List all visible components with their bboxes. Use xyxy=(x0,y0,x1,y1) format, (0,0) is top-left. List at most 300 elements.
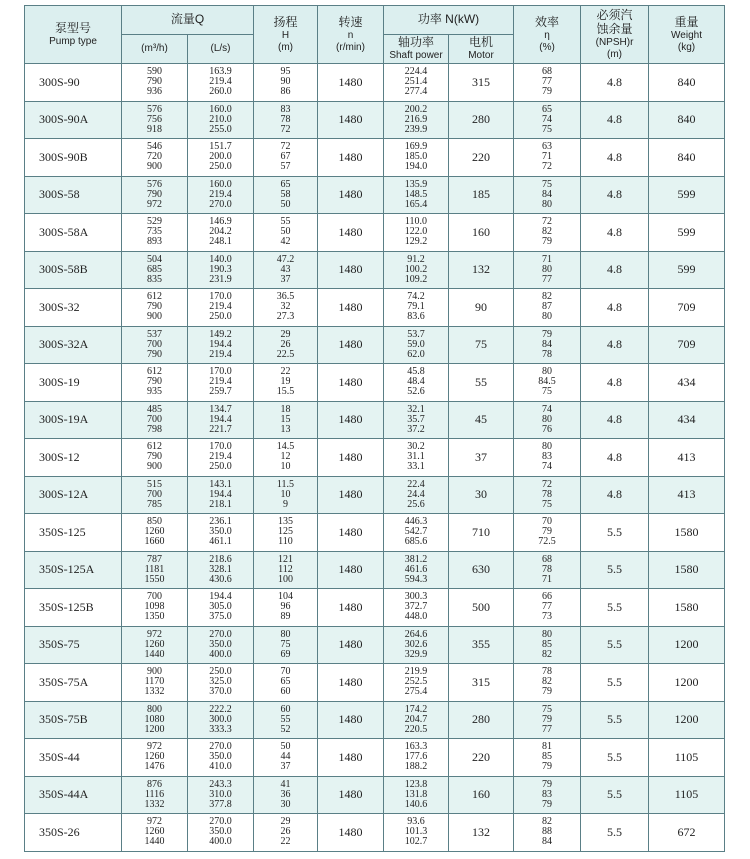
cell-shaft-power-value: 165.4 xyxy=(404,198,428,210)
cell-model: 300S-32 xyxy=(25,289,122,327)
header-motor-cn: 电机 xyxy=(469,35,494,49)
cell-head-value: 32 xyxy=(280,301,291,313)
cell-flow-ls xyxy=(188,739,254,777)
cell-head xyxy=(254,626,318,664)
cell-weight: 413 xyxy=(649,439,725,477)
cell-flow-m3h-value: 935 xyxy=(147,386,162,398)
cell-shaft-power xyxy=(384,439,449,477)
cell-efficiency xyxy=(514,401,581,439)
header-npsh-unit: (m) xyxy=(607,48,623,60)
cell-head-value: 22.5 xyxy=(276,348,295,360)
cell-speed: 1480 xyxy=(318,814,384,852)
cell-flow-ls xyxy=(188,476,254,514)
cell-head-value: 67 xyxy=(280,151,291,163)
cell-head-value: 13 xyxy=(280,423,291,435)
cell-shaft-power-value: 594.3 xyxy=(404,573,428,585)
table-row xyxy=(25,251,725,289)
table-row xyxy=(25,589,725,627)
cell-flow-m3h xyxy=(122,626,188,664)
cell-efficiency xyxy=(514,476,581,514)
cell-flow-ls-value: 219.4 xyxy=(209,376,232,388)
cell-flow-ls-value: 259.7 xyxy=(209,386,232,398)
cell-shaft-power-value: 25.6 xyxy=(407,498,425,510)
cell-flow-ls xyxy=(188,176,254,214)
cell-flow-m3h-value: 1080 xyxy=(144,713,165,725)
cell-flow-m3h-value: 612 xyxy=(147,441,162,453)
cell-efficiency-value: 84.5 xyxy=(538,376,556,388)
cell-flow-m3h xyxy=(122,101,188,139)
cell-flow-ls xyxy=(188,401,254,439)
cell-shaft-power xyxy=(384,814,449,852)
cell-shaft-power xyxy=(384,626,449,664)
cell-flow-m3h xyxy=(122,401,188,439)
cell-flow-m3h xyxy=(122,476,188,514)
cell-shaft-power-value: 35.7 xyxy=(407,413,425,425)
cell-flow-m3h-value: 576 xyxy=(147,103,162,115)
cell-weight: 1580 xyxy=(649,551,725,589)
cell-shaft-power-value: 169.9 xyxy=(404,141,428,153)
cell-shaft-power-value: 224.4 xyxy=(404,66,428,78)
cell-flow-m3h-value: 1332 xyxy=(144,686,165,698)
cell-npsh: 5.5 xyxy=(581,701,649,739)
cell-flow-ls xyxy=(188,364,254,402)
cell-npsh: 5.5 xyxy=(581,514,649,552)
cell-flow-m3h-value: 1181 xyxy=(144,563,165,575)
cell-flow-m3h-value: 900 xyxy=(147,161,162,173)
header-power xyxy=(384,6,514,35)
cell-efficiency-value: 79 xyxy=(542,86,553,98)
table-row xyxy=(25,439,725,477)
cell-head-value: 125 xyxy=(278,526,293,538)
cell-flow-ls xyxy=(188,776,254,814)
cell-shaft-power-value: 52.6 xyxy=(407,386,425,398)
cell-head-value: 12 xyxy=(280,451,291,463)
cell-speed: 1480 xyxy=(318,101,384,139)
table-row xyxy=(25,626,725,664)
cell-weight: 840 xyxy=(649,101,725,139)
cell-shaft-power-value: 31.1 xyxy=(407,451,425,463)
cell-efficiency-value: 75 xyxy=(542,498,553,510)
cell-head-value: 19 xyxy=(280,376,291,388)
cell-model: 300S-12 xyxy=(25,439,122,477)
cell-shaft-power-value: 300.3 xyxy=(404,591,428,603)
cell-head xyxy=(254,326,318,364)
header-weight xyxy=(649,6,725,64)
cell-shaft-power-value: 122.0 xyxy=(404,226,428,238)
cell-efficiency xyxy=(514,776,581,814)
cell-flow-ls-value: 461.1 xyxy=(209,536,232,548)
cell-motor: 37 xyxy=(449,439,514,477)
cell-flow-ls-value: 143.1 xyxy=(209,478,232,490)
cell-flow-ls-value: 194.4 xyxy=(209,413,232,425)
cell-motor: 30 xyxy=(449,476,514,514)
cell-flow-m3h-value: 1098 xyxy=(144,601,165,613)
cell-flow-ls-value: 236.1 xyxy=(209,516,232,528)
cell-flow-ls-value: 270.0 xyxy=(209,628,232,640)
cell-efficiency-value: 71 xyxy=(542,253,553,265)
cell-speed: 1480 xyxy=(318,139,384,177)
cell-flow-ls-value: 170.0 xyxy=(209,441,232,453)
cell-speed: 1480 xyxy=(318,251,384,289)
cell-efficiency xyxy=(514,514,581,552)
cell-head xyxy=(254,551,318,589)
cell-shaft-power-value: 123.8 xyxy=(404,778,428,790)
cell-flow-ls-value: 149.2 xyxy=(209,328,232,340)
cell-efficiency-value: 77 xyxy=(542,273,553,285)
cell-efficiency-value: 75 xyxy=(542,703,553,715)
cell-efficiency xyxy=(514,626,581,664)
cell-head-value: 65 xyxy=(280,178,291,190)
cell-npsh: 5.5 xyxy=(581,739,649,777)
cell-flow-ls-value: 325.0 xyxy=(209,676,232,688)
cell-head-value: 44 xyxy=(280,751,291,763)
cell-flow-ls-value: 134.7 xyxy=(209,403,232,415)
cell-head-value: 55 xyxy=(280,216,291,228)
cell-flow-m3h-value: 1260 xyxy=(144,826,165,838)
cell-model: 300S-90A xyxy=(25,101,122,139)
cell-flow-ls-value: 400.0 xyxy=(209,836,232,848)
header-model-en: Pump type xyxy=(49,35,97,47)
table-row xyxy=(25,739,725,777)
cell-head-value: 100 xyxy=(278,573,293,585)
cell-head-value: 90 xyxy=(280,76,291,88)
cell-shaft-power-value: 251.4 xyxy=(404,76,428,88)
cell-efficiency-value: 63 xyxy=(542,141,553,153)
cell-motor: 160 xyxy=(449,776,514,814)
cell-head-value: 60 xyxy=(280,703,291,715)
cell-speed: 1480 xyxy=(318,626,384,664)
cell-motor: 630 xyxy=(449,551,514,589)
cell-head-value: 80 xyxy=(280,628,291,640)
cell-flow-ls xyxy=(188,589,254,627)
cell-efficiency-value: 79 xyxy=(542,526,553,538)
cell-flow-ls-value: 270.0 xyxy=(209,816,232,828)
cell-head-value: 36 xyxy=(280,788,291,800)
cell-weight: 1105 xyxy=(649,776,725,814)
cell-shaft-power-value: 59.0 xyxy=(407,338,425,350)
cell-efficiency-value: 77 xyxy=(542,601,553,613)
cell-weight: 1105 xyxy=(649,739,725,777)
cell-flow-ls-value: 218.6 xyxy=(209,553,232,565)
cell-npsh: 4.8 xyxy=(581,364,649,402)
cell-head xyxy=(254,701,318,739)
cell-model: 300S-90 xyxy=(25,64,122,102)
cell-model: 300S-58B xyxy=(25,251,122,289)
cell-efficiency-value: 80 xyxy=(542,263,553,275)
cell-shaft-power-value: 194.0 xyxy=(404,161,428,173)
cell-flow-ls-value: 350.0 xyxy=(209,526,232,538)
cell-head-value: 112 xyxy=(278,563,293,575)
cell-shaft-power xyxy=(384,214,449,252)
cell-head xyxy=(254,439,318,477)
table-row xyxy=(25,289,725,327)
cell-flow-ls-value: 219.4 xyxy=(209,451,232,463)
cell-flow-m3h-value: 1660 xyxy=(144,536,165,548)
cell-shaft-power-value: 45.8 xyxy=(407,366,425,378)
header-efficiency xyxy=(514,6,581,64)
header-weight-en: Weight xyxy=(671,29,702,41)
cell-motor: 132 xyxy=(449,814,514,852)
cell-shaft-power-value: 542.7 xyxy=(404,526,428,538)
cell-weight: 434 xyxy=(649,364,725,402)
cell-flow-m3h-value: 972 xyxy=(147,628,162,640)
cell-shaft-power xyxy=(384,251,449,289)
header-motor-en: Motor xyxy=(468,50,494,61)
cell-efficiency xyxy=(514,176,581,214)
cell-shaft-power xyxy=(384,101,449,139)
cell-flow-ls-value: 190.3 xyxy=(209,263,232,275)
cell-flow-m3h-value: 972 xyxy=(147,198,162,210)
table-row xyxy=(25,476,725,514)
cell-flow-ls-value: 333.3 xyxy=(209,723,232,735)
cell-head-value: 96 xyxy=(280,601,291,613)
header-flow-m3h: (m³/h) xyxy=(122,35,188,64)
cell-shaft-power-value: 204.7 xyxy=(404,713,428,725)
cell-head xyxy=(254,776,318,814)
cell-head-value: 70 xyxy=(280,666,291,678)
cell-flow-ls-value: 151.7 xyxy=(209,141,232,153)
cell-head-value: 65 xyxy=(280,676,291,688)
table-row xyxy=(25,776,725,814)
cell-flow-ls-value: 400.0 xyxy=(209,648,232,660)
cell-flow-ls-value: 170.0 xyxy=(209,291,232,303)
cell-weight: 413 xyxy=(649,476,725,514)
cell-flow-ls-value: 194.4 xyxy=(209,488,232,500)
cell-head xyxy=(254,589,318,627)
header-shaft-power xyxy=(384,35,449,64)
cell-npsh: 4.8 xyxy=(581,439,649,477)
cell-flow-ls xyxy=(188,701,254,739)
cell-shaft-power xyxy=(384,551,449,589)
cell-head-value: 26 xyxy=(280,338,291,350)
cell-head-value: 11.5 xyxy=(276,478,295,490)
table-row xyxy=(25,401,725,439)
header-head-unit: (m) xyxy=(278,41,293,53)
cell-head-value: 36.5 xyxy=(276,291,295,303)
cell-head-value: 57 xyxy=(280,161,291,173)
cell-shaft-power-value: 83.6 xyxy=(407,311,425,323)
cell-head-value: 86 xyxy=(280,86,291,98)
header-head-cn: 扬程 xyxy=(273,14,298,29)
cell-flow-ls xyxy=(188,101,254,139)
cell-flow-m3h xyxy=(122,664,188,702)
cell-npsh: 4.8 xyxy=(581,64,649,102)
cell-shaft-power-value: 93.6 xyxy=(407,816,425,828)
cell-flow-ls-value: 255.0 xyxy=(209,123,232,135)
cell-model: 350S-125B xyxy=(25,589,122,627)
cell-efficiency-value: 72 xyxy=(542,161,553,173)
header-weight-cn: 重量 xyxy=(674,14,699,29)
cell-efficiency-value: 76 xyxy=(542,423,553,435)
cell-flow-m3h-value: 785 xyxy=(147,498,162,510)
cell-efficiency-value: 82 xyxy=(542,816,553,828)
cell-shaft-power-value: 140.6 xyxy=(404,798,428,810)
cell-shaft-power xyxy=(384,326,449,364)
header-power-label: 功率 N(kW) xyxy=(417,12,480,26)
cell-flow-m3h xyxy=(122,139,188,177)
cell-efficiency xyxy=(514,326,581,364)
cell-head-value: 95 xyxy=(280,66,291,78)
table-row xyxy=(25,176,725,214)
cell-flow-m3h-value: 850 xyxy=(147,516,162,528)
cell-flow-ls xyxy=(188,551,254,589)
cell-model: 300S-58 xyxy=(25,176,122,214)
cell-efficiency-value: 84 xyxy=(542,338,553,350)
header-flow xyxy=(122,6,254,35)
cell-npsh: 4.8 xyxy=(581,251,649,289)
cell-motor: 220 xyxy=(449,139,514,177)
cell-efficiency xyxy=(514,589,581,627)
cell-npsh: 4.8 xyxy=(581,326,649,364)
cell-flow-ls-value: 305.0 xyxy=(209,601,232,613)
cell-flow-ls xyxy=(188,64,254,102)
cell-flow-m3h-value: 700 xyxy=(147,591,162,603)
cell-flow-m3h-value: 1260 xyxy=(144,638,165,650)
cell-motor: 710 xyxy=(449,514,514,552)
cell-flow-ls-value: 300.0 xyxy=(209,713,232,725)
cell-model: 350S-44A xyxy=(25,776,122,814)
cell-flow-m3h xyxy=(122,814,188,852)
cell-motor: 185 xyxy=(449,176,514,214)
cell-shaft-power xyxy=(384,776,449,814)
cell-efficiency-value: 80 xyxy=(542,441,553,453)
cell-flow-ls xyxy=(188,626,254,664)
cell-efficiency-value: 80 xyxy=(542,311,553,323)
cell-shaft-power-value: 685.6 xyxy=(404,536,428,548)
cell-flow-m3h-value: 800 xyxy=(147,703,162,715)
cell-efficiency-value: 79 xyxy=(542,713,553,725)
cell-weight: 709 xyxy=(649,289,725,327)
cell-weight: 672 xyxy=(649,814,725,852)
table-row xyxy=(25,139,725,177)
cell-efficiency-value: 82 xyxy=(542,291,553,303)
cell-flow-ls-value: 219.4 xyxy=(209,76,232,88)
cell-head xyxy=(254,364,318,402)
cell-efficiency-value: 79 xyxy=(542,778,553,790)
cell-shaft-power-value: 30.2 xyxy=(407,441,425,453)
cell-shaft-power xyxy=(384,176,449,214)
cell-speed: 1480 xyxy=(318,289,384,327)
header-weight-unit: (kg) xyxy=(677,41,696,53)
cell-efficiency-value: 74 xyxy=(542,113,553,125)
cell-head-value: 15.5 xyxy=(276,386,295,398)
cell-shaft-power xyxy=(384,701,449,739)
cell-shaft-power-value: 79.1 xyxy=(407,301,425,313)
cell-motor: 160 xyxy=(449,214,514,252)
header-flow-label: 流量Q xyxy=(170,12,205,26)
header-eff-unit: (%) xyxy=(539,41,555,53)
cell-shaft-power-value: 37.2 xyxy=(407,423,425,435)
cell-flow-m3h-value: 515 xyxy=(147,478,162,490)
cell-flow-ls-value: 140.0 xyxy=(209,253,232,265)
cell-flow-ls-value: 377.8 xyxy=(209,798,232,810)
cell-shaft-power-value: 22.4 xyxy=(407,478,425,490)
cell-motor: 280 xyxy=(449,101,514,139)
cell-efficiency-value: 78 xyxy=(542,348,553,360)
cell-head-value: 14.5 xyxy=(276,441,295,453)
cell-efficiency xyxy=(514,101,581,139)
cell-motor: 500 xyxy=(449,589,514,627)
cell-shaft-power-value: 185.0 xyxy=(404,151,428,163)
cell-flow-ls xyxy=(188,326,254,364)
cell-model: 300S-58A xyxy=(25,214,122,252)
cell-flow-m3h xyxy=(122,251,188,289)
cell-efficiency xyxy=(514,64,581,102)
cell-head-value: 37 xyxy=(280,273,291,285)
cell-weight: 434 xyxy=(649,401,725,439)
cell-shaft-power-value: 129.2 xyxy=(404,236,428,248)
cell-flow-m3h-value: 1332 xyxy=(144,798,165,810)
cell-flow-ls-value: 170.0 xyxy=(209,366,232,378)
cell-head-value: 52 xyxy=(280,723,291,735)
cell-model: 350S-44 xyxy=(25,739,122,777)
cell-efficiency xyxy=(514,214,581,252)
cell-efficiency-value: 72 xyxy=(542,216,553,228)
cell-flow-m3h-value: 790 xyxy=(147,451,162,463)
cell-shaft-power xyxy=(384,514,449,552)
cell-shaft-power xyxy=(384,476,449,514)
header-motor xyxy=(449,35,514,64)
cell-flow-m3h xyxy=(122,739,188,777)
cell-shaft-power xyxy=(384,364,449,402)
cell-flow-ls-value: 219.4 xyxy=(209,301,232,313)
header-shaft-en: Shaft power xyxy=(389,50,443,61)
cell-speed: 1480 xyxy=(318,476,384,514)
cell-shaft-power-value: 24.4 xyxy=(407,488,425,500)
cell-model: 350S-75 xyxy=(25,626,122,664)
cell-head xyxy=(254,139,318,177)
cell-efficiency-value: 83 xyxy=(542,451,553,463)
cell-flow-m3h xyxy=(122,214,188,252)
cell-flow-m3h xyxy=(122,551,188,589)
cell-model: 300S-19 xyxy=(25,364,122,402)
cell-flow-m3h-value: 700 xyxy=(147,488,162,500)
cell-shaft-power-value: 252.5 xyxy=(404,676,428,688)
cell-flow-m3h-value: 1260 xyxy=(144,751,165,763)
header-speed-cn: 转速 xyxy=(338,14,363,29)
cell-flow-m3h xyxy=(122,776,188,814)
cell-shaft-power-value: 448.0 xyxy=(404,611,428,623)
table-row xyxy=(25,701,725,739)
cell-flow-ls-value: 231.9 xyxy=(209,273,232,285)
cell-efficiency-value: 79 xyxy=(542,236,553,248)
cell-efficiency-value: 80 xyxy=(542,198,553,210)
cell-shaft-power-value: 174.2 xyxy=(404,703,428,715)
header-npsh-line1: 必须汽 xyxy=(596,7,633,22)
cell-head-value: 42 xyxy=(280,236,291,248)
cell-model: 300S-90B xyxy=(25,139,122,177)
cell-motor: 75 xyxy=(449,326,514,364)
cell-head-value: 43 xyxy=(280,263,291,275)
cell-flow-ls-value: 375.0 xyxy=(209,611,232,623)
cell-flow-ls-value: 222.2 xyxy=(209,703,232,715)
cell-weight: 1200 xyxy=(649,664,725,702)
cell-flow-ls-value: 243.3 xyxy=(209,778,232,790)
cell-flow-ls-value: 219.4 xyxy=(209,348,232,360)
cell-head-value: 26 xyxy=(280,826,291,838)
header-shaft-cn: 轴功率 xyxy=(397,35,434,49)
cell-efficiency-value: 83 xyxy=(542,788,553,800)
cell-speed: 1480 xyxy=(318,589,384,627)
cell-flow-m3h-value: 1440 xyxy=(144,648,165,660)
header-npsh-line2: 蚀余量 xyxy=(596,21,633,36)
cell-efficiency-value: 74 xyxy=(542,461,553,473)
cell-npsh: 5.5 xyxy=(581,589,649,627)
table-row xyxy=(25,814,725,852)
cell-shaft-power xyxy=(384,401,449,439)
cell-model: 300S-32A xyxy=(25,326,122,364)
table-row xyxy=(25,101,725,139)
